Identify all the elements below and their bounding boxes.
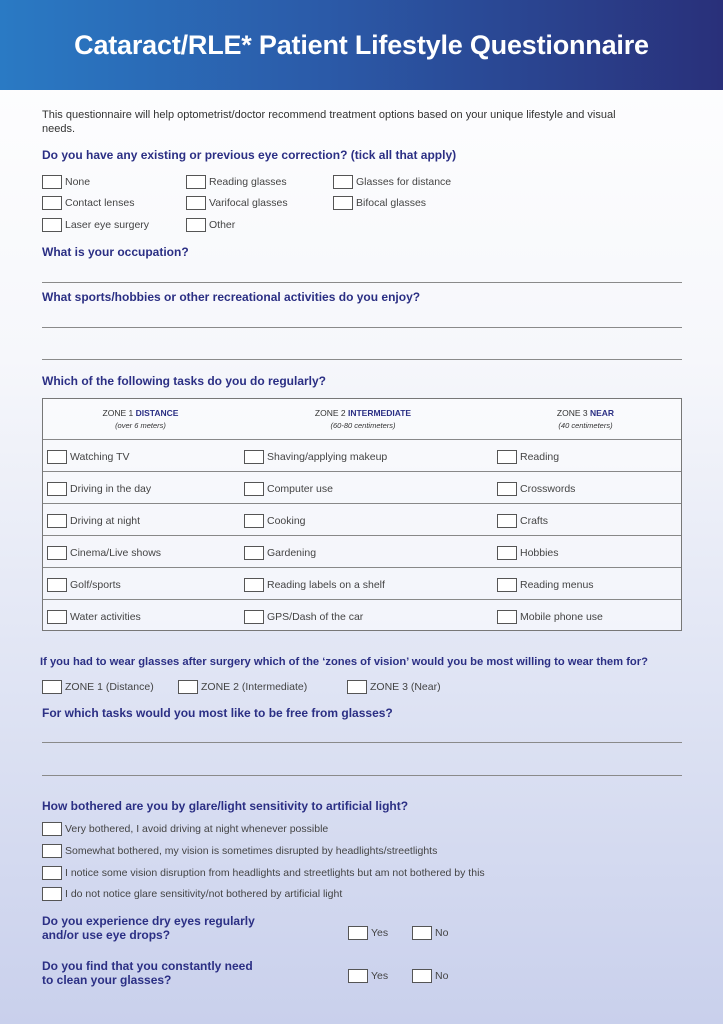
question-eye-correction: Do you have any existing or previous eye correction? (tick all that apply) <box>42 148 457 162</box>
task-mobile-phone[interactable]: Mobile phone use <box>497 609 603 624</box>
question-occupation: What is your occupation? <box>42 245 189 259</box>
answer-line-free-2[interactable] <box>42 775 682 776</box>
question-glare-sensitivity: How bothered are you by glare/light sensitivity to artificial light? <box>42 799 409 813</box>
table-divider <box>43 567 681 568</box>
task-crosswords[interactable]: Crosswords <box>497 481 575 496</box>
task-gps-dash[interactable]: GPS/Dash of the car <box>244 609 363 624</box>
checkbox[interactable] <box>42 680 62 694</box>
task-shaving-makeup[interactable]: Shaving/applying makeup <box>244 449 387 464</box>
task-hobbies[interactable]: Hobbies <box>497 545 559 560</box>
task-reading[interactable]: Reading <box>497 449 559 464</box>
option-zone-2[interactable]: ZONE 2 (Intermediate) <box>178 679 307 694</box>
option-zone-3[interactable]: ZONE 3 (Near) <box>347 679 441 694</box>
task-golf-sports[interactable]: Golf/sports <box>47 577 121 592</box>
task-reading-menus[interactable]: Reading menus <box>497 577 594 592</box>
checkbox[interactable] <box>497 450 517 464</box>
checkbox[interactable] <box>42 844 62 858</box>
intro-text: This questionnaire will help optometrist/doctor recommend treatment options based on your unique lifestyle and visual needs. <box>42 109 616 135</box>
checkbox[interactable] <box>244 514 264 528</box>
checkbox[interactable] <box>47 546 67 560</box>
option-none[interactable]: None <box>42 174 90 189</box>
header-banner <box>0 0 723 90</box>
zone-2-header: ZONE 2 INTERMEDIATE (60-80 centimeters) <box>314 408 412 430</box>
clean-glasses-yes[interactable]: Yes <box>348 968 388 983</box>
question-free-from-glasses: For which tasks would you most like to be free from glasses? <box>42 706 393 720</box>
checkbox[interactable] <box>497 610 517 624</box>
checkbox[interactable] <box>47 482 67 496</box>
checkbox[interactable] <box>47 514 67 528</box>
answer-line-hobbies-1[interactable] <box>42 327 682 328</box>
task-cooking[interactable]: Cooking <box>244 513 306 528</box>
checkbox[interactable] <box>244 610 264 624</box>
option-other[interactable]: Other <box>186 217 235 232</box>
checkbox[interactable] <box>178 680 198 694</box>
checkbox[interactable] <box>42 196 62 210</box>
checkbox[interactable] <box>412 926 432 940</box>
option-glasses-distance[interactable]: Glasses for distance <box>333 174 451 189</box>
checkbox[interactable] <box>186 196 206 210</box>
option-varifocal-glasses[interactable]: Varifocal glasses <box>186 195 288 210</box>
page-title: Cataract/RLE* Patient Lifestyle Questionnaire <box>74 30 649 60</box>
task-watching-tv[interactable]: Watching TV <box>47 449 130 464</box>
table-divider <box>43 471 681 472</box>
question-zones-of-vision: If you had to wear glasses after surgery which of the ‘zones of vision’ would you be most willing to wear them for? <box>40 656 648 668</box>
dry-eyes-no[interactable]: No <box>412 925 448 940</box>
checkbox[interactable] <box>244 450 264 464</box>
question-hobbies: What sports/hobbies or other recreational activities do you enjoy? <box>42 290 421 304</box>
checkbox[interactable] <box>186 218 206 232</box>
option-zone-1[interactable]: ZONE 1 (Distance) <box>42 679 154 694</box>
checkbox[interactable] <box>244 578 264 592</box>
table-divider <box>43 439 681 440</box>
question-dry-eyes: Do you experience dry eyes regularly and/or use eye drops? <box>42 914 255 942</box>
checkbox[interactable] <box>47 450 67 464</box>
option-notice-not-bothered[interactable]: I notice some vision disruption from headlights and streetlights but am not bothered by this <box>42 865 485 880</box>
task-computer-use[interactable]: Computer use <box>244 481 333 496</box>
checkbox[interactable] <box>42 175 62 189</box>
option-contact-lenses[interactable]: Contact lenses <box>42 195 134 210</box>
option-bifocal-glasses[interactable]: Bifocal glasses <box>333 195 426 210</box>
task-cinema[interactable]: Cinema/Live shows <box>47 545 161 560</box>
answer-line-hobbies-2[interactable] <box>42 359 682 360</box>
checkbox[interactable] <box>497 482 517 496</box>
tasks-table <box>42 398 682 631</box>
checkbox[interactable] <box>42 218 62 232</box>
answer-line-free-1[interactable] <box>42 742 682 743</box>
checkbox[interactable] <box>333 175 353 189</box>
checkbox[interactable] <box>244 546 264 560</box>
task-driving-day[interactable]: Driving in the day <box>47 481 151 496</box>
answer-line-occupation[interactable] <box>42 282 682 283</box>
checkbox[interactable] <box>42 822 62 836</box>
checkbox[interactable] <box>347 680 367 694</box>
question-clean-glasses: Do you find that you constantly need to clean your glasses? <box>42 959 253 987</box>
checkbox[interactable] <box>348 969 368 983</box>
zone-1-header: ZONE 1 DISTANCE (over 6 meters) <box>102 408 179 430</box>
checkbox[interactable] <box>333 196 353 210</box>
dry-eyes-yes[interactable]: Yes <box>348 925 388 940</box>
task-crafts[interactable]: Crafts <box>497 513 548 528</box>
task-reading-labels[interactable]: Reading labels on a shelf <box>244 577 385 592</box>
clean-glasses-no[interactable]: No <box>412 968 448 983</box>
checkbox[interactable] <box>497 578 517 592</box>
table-divider <box>43 535 681 536</box>
checkbox[interactable] <box>42 866 62 880</box>
option-reading-glasses[interactable]: Reading glasses <box>186 174 287 189</box>
question-regular-tasks: Which of the following tasks do you do regularly? <box>42 374 327 388</box>
table-divider <box>43 599 681 600</box>
checkbox[interactable] <box>42 887 62 901</box>
checkbox[interactable] <box>186 175 206 189</box>
option-very-bothered[interactable]: Very bothered, I avoid driving at night whenever possible <box>42 821 328 836</box>
zone-3-header: ZONE 3 NEAR (40 centimeters) <box>556 408 615 430</box>
checkbox[interactable] <box>412 969 432 983</box>
task-gardening[interactable]: Gardening <box>244 545 316 560</box>
option-somewhat-bothered[interactable]: Somewhat bothered, my vision is sometimes disrupted by headlights/streetlights <box>42 843 437 858</box>
option-not-notice[interactable]: I do not notice glare sensitivity/not bothered by artificial light <box>42 886 342 901</box>
table-divider <box>43 503 681 504</box>
checkbox[interactable] <box>47 610 67 624</box>
checkbox[interactable] <box>497 546 517 560</box>
task-driving-night[interactable]: Driving at night <box>47 513 140 528</box>
checkbox[interactable] <box>348 926 368 940</box>
option-laser-eye-surgery[interactable]: Laser eye surgery <box>42 217 149 232</box>
checkbox[interactable] <box>244 482 264 496</box>
checkbox[interactable] <box>497 514 517 528</box>
checkbox[interactable] <box>47 578 67 592</box>
task-water-activities[interactable]: Water activities <box>47 609 141 624</box>
